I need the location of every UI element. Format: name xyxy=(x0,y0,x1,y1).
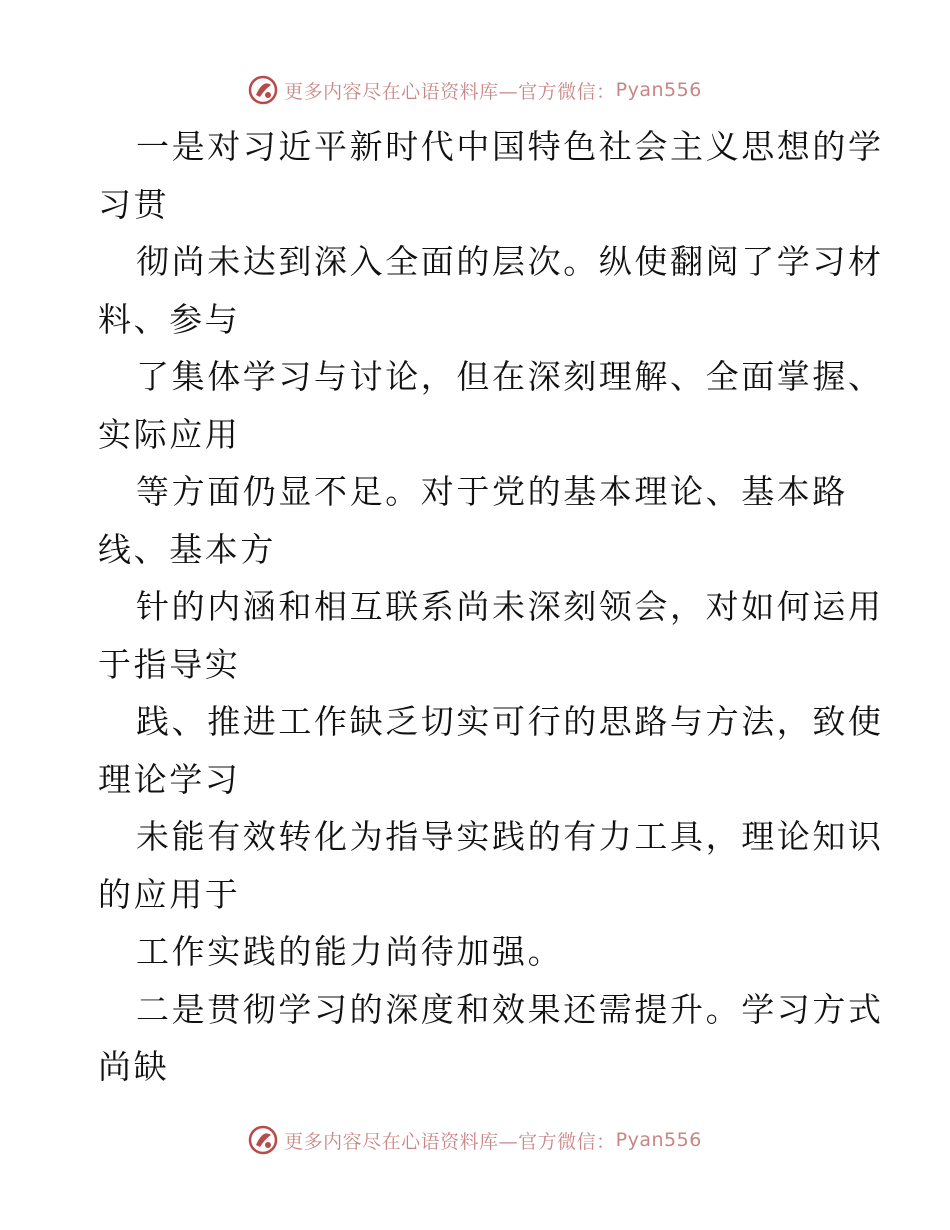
watermark-wechat-id: Pyan556 xyxy=(615,1129,702,1151)
text-line: 一是对习近平新时代中国特色社会主义思想的学 xyxy=(136,127,884,166)
seal-logo-icon xyxy=(248,1125,278,1155)
text-line: 工作实践的能力尚待加强。 xyxy=(136,932,564,971)
text-line: 料、参与 xyxy=(98,299,241,339)
text-line: 等方面仍显不足。对于党的基本理论、基本路 xyxy=(136,472,848,511)
text-line: 彻尚未达到深入全面的层次。纵使翻阅了学习材 xyxy=(136,242,884,281)
watermark-wechat-id: Pyan556 xyxy=(615,79,702,101)
text-line: 的应用于 xyxy=(98,874,241,914)
header-watermark xyxy=(0,70,950,110)
seal-logo-icon xyxy=(248,75,278,105)
watermark-site-text: 更多内容尽在心语资料库—官方微信： xyxy=(284,80,616,103)
text-line: 实际应用 xyxy=(98,414,241,454)
footer-watermark xyxy=(0,1120,950,1160)
text-line: 针的内涵和相互联系尚未深刻领会，对如何运用 xyxy=(136,587,884,626)
document-body xyxy=(98,118,884,1096)
text-line: 二是贯彻学习的深度和效果还需提升。学习方式 xyxy=(136,989,884,1029)
text-line: 理论学习 xyxy=(98,759,241,799)
watermark-site-text: 更多内容尽在心语资料库—官方微信： xyxy=(284,1130,616,1153)
text-line: 尚缺 xyxy=(98,1047,170,1086)
text-line: 未能有效转化为指导实践的有力工具，理论知识 xyxy=(136,817,884,856)
text-line: 了集体学习与讨论，但在深刻理解、全面掌握、 xyxy=(136,357,884,396)
text-line: 习贯 xyxy=(98,184,170,224)
text-line: 于指导实 xyxy=(98,644,241,684)
text-line: 线、基本方 xyxy=(98,529,276,569)
text-line: 践、推进工作缺乏切实可行的思路与方法，致使 xyxy=(136,702,884,741)
